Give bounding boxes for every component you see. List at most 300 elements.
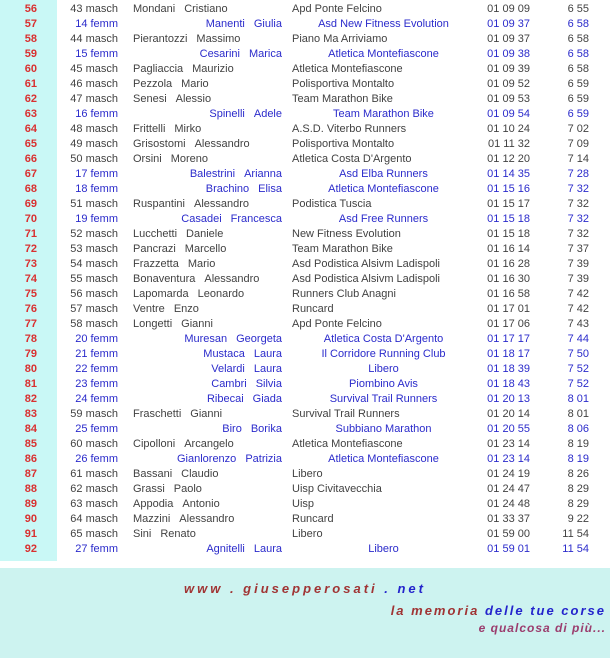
last-name: Velardi: [211, 363, 245, 375]
first-name: Alessandro: [194, 138, 250, 150]
overall-position: 78: [24, 333, 37, 345]
athlete-name: [120, 167, 287, 182]
category-position: 61 masch: [70, 468, 118, 480]
team-name: A.S.D. Viterbo Runners: [292, 123, 407, 135]
last-name: Mustaca: [203, 348, 245, 360]
last-name: Brachino: [205, 183, 250, 195]
pace: 7 44: [567, 333, 589, 345]
overall-position: 74: [24, 273, 37, 285]
first-name: Arcangelo: [184, 438, 234, 450]
pace: 7 39: [567, 258, 589, 270]
pace: 7 42: [567, 303, 589, 315]
category-position: 65 masch: [70, 528, 118, 540]
category-position: 55 masch: [70, 273, 118, 285]
overall-position: 73: [24, 258, 37, 270]
footer-tagline: [0, 603, 610, 618]
footer-subtagline: e qualcosa di più...: [478, 621, 606, 635]
pace: 8 01: [567, 408, 589, 420]
pace: 11 54: [562, 543, 589, 555]
pace: 6 58: [567, 18, 589, 30]
last-name: Bonaventura: [133, 273, 196, 285]
team-name: Team Marathon Bike: [333, 108, 434, 120]
pace: 7 32: [567, 198, 589, 210]
overall-position: 75: [24, 288, 37, 300]
category-position: 26 femm: [75, 453, 118, 465]
last-name: Casadei: [181, 213, 222, 225]
overall-position: 72: [24, 243, 37, 255]
team-name: Atletica Costa D'Argento: [292, 153, 412, 165]
athlete-name: [120, 437, 287, 452]
pace: 6 58: [567, 63, 589, 75]
table-row: [0, 212, 610, 227]
pace: 9 22: [567, 513, 589, 525]
team-name: Libero: [368, 363, 399, 375]
category-position: 49 masch: [70, 138, 118, 150]
category-position: 23 femm: [75, 378, 118, 390]
table-row: [0, 452, 610, 467]
table-row: [0, 77, 610, 92]
first-name: Gianni: [181, 318, 213, 330]
table-row: [0, 392, 610, 407]
finish-time: 01 16 30: [487, 273, 530, 285]
team-name: Runners Club Anagni: [292, 288, 396, 300]
overall-position: 70: [24, 213, 37, 225]
pace: 7 09: [567, 138, 589, 150]
first-name: Moreno: [170, 153, 209, 165]
athlete-name: [120, 302, 287, 317]
athlete-name: [120, 377, 287, 392]
last-name: Sini: [133, 528, 152, 540]
table-row: [0, 482, 610, 497]
team-name: Libero: [292, 528, 323, 540]
first-name: Alessandro: [193, 198, 250, 210]
category-position: 45 masch: [70, 63, 118, 75]
finish-time: 01 17 06: [487, 318, 530, 330]
table-row: [0, 512, 610, 527]
table-row: [0, 272, 610, 287]
last-name: Grassi: [133, 483, 165, 495]
last-name: Spinelli: [209, 108, 245, 120]
table-row: [0, 362, 610, 377]
pace: 7 42: [567, 288, 589, 300]
pace: 6 55: [567, 3, 589, 15]
overall-position: 86: [24, 453, 37, 465]
athlete-name: [120, 272, 287, 287]
pace: 6 59: [567, 78, 589, 90]
last-name: Pagliaccia: [133, 63, 184, 75]
team-name: Podistica Tuscia: [292, 198, 372, 210]
pace: 7 37: [567, 243, 589, 255]
pace: 7 52: [567, 378, 589, 390]
table-row: [0, 287, 610, 302]
table-row: [0, 542, 610, 557]
category-position: 17 femm: [75, 168, 118, 180]
finish-time: 01 11 32: [487, 138, 530, 150]
last-name: Balestrini: [189, 168, 236, 180]
team-name: Libero: [292, 468, 323, 480]
overall-position: 63: [24, 108, 37, 120]
tagline-blue-part: delle tue corse: [479, 603, 606, 618]
category-position: 58 masch: [70, 318, 118, 330]
finish-time: 01 59 00: [487, 528, 530, 540]
athlete-name: [120, 92, 287, 107]
pace: 7 32: [567, 183, 589, 195]
overall-position: 59: [24, 48, 37, 60]
first-name: Gianni: [190, 408, 223, 420]
athlete-name: [120, 452, 287, 467]
athlete-name: [120, 362, 287, 377]
finish-time: 01 18 17: [487, 348, 530, 360]
athlete-name: [120, 197, 287, 212]
tagline-red-part: la memoria: [390, 603, 480, 618]
finish-time: 01 14 35: [487, 168, 530, 180]
category-position: 20 femm: [75, 333, 118, 345]
category-position: 25 femm: [75, 423, 118, 435]
last-name: Muresan: [184, 333, 228, 345]
first-name: Enzo: [173, 303, 199, 315]
team-name: Piano Ma Arriviamo: [292, 33, 388, 45]
overall-position: 66: [24, 153, 37, 165]
team-name: Atletica Montefiascone: [328, 48, 439, 60]
first-name: Maurizio: [192, 63, 234, 75]
category-position: 22 femm: [75, 363, 118, 375]
first-name: Marica: [248, 48, 282, 60]
athlete-name: [120, 317, 287, 332]
last-name: Manenti: [205, 18, 245, 30]
finish-time: 01 09 09: [487, 3, 530, 15]
team-name: Il Corridore Running Club: [321, 348, 446, 360]
table-row: [0, 332, 610, 347]
overall-position: 92: [24, 543, 37, 555]
last-name: Bassani: [133, 468, 173, 480]
athlete-name: [120, 287, 287, 302]
first-name: Arianna: [244, 168, 282, 180]
category-position: 15 femm: [75, 48, 118, 60]
category-position: 44 masch: [70, 33, 118, 45]
last-name: Ventre: [133, 303, 165, 315]
overall-position: 57: [24, 18, 37, 30]
category-position: 51 masch: [70, 198, 118, 210]
table-row: [0, 47, 610, 62]
pace: 6 58: [567, 33, 589, 45]
first-name: Borika: [250, 423, 282, 435]
last-name: Mazzini: [133, 513, 171, 525]
team-name: Runcard: [292, 513, 334, 525]
overall-position: 79: [24, 348, 37, 360]
team-name: Libero: [368, 543, 399, 555]
overall-position: 87: [24, 468, 37, 480]
website-url-red-part[interactable]: www . giusepperosati: [184, 581, 378, 596]
finish-time: 01 10 24: [487, 123, 530, 135]
finish-time: 01 17 01: [487, 303, 530, 315]
team-name: Apd Ponte Felcino: [292, 3, 382, 15]
finish-time: 01 15 18: [487, 213, 530, 225]
athlete-name: [120, 257, 287, 272]
team-name: Asd Free Runners: [338, 213, 429, 225]
pace: 8 06: [567, 423, 589, 435]
finish-time: 01 09 52: [487, 78, 530, 90]
first-name: Laura: [253, 543, 282, 555]
category-position: 62 masch: [70, 483, 118, 495]
last-name: Pancrazi: [133, 243, 176, 255]
overall-position: 58: [24, 33, 37, 45]
category-position: 50 masch: [70, 153, 118, 165]
pace: 7 39: [567, 273, 589, 285]
team-name: Asd Podistica Alsivm Ladispoli: [292, 273, 440, 285]
athlete-name: [120, 512, 287, 527]
category-position: 14 femm: [75, 18, 118, 30]
team-name: Piombino Avis: [349, 378, 418, 390]
table-row: [0, 302, 610, 317]
pace: 7 52: [567, 363, 589, 375]
table-row: [0, 107, 610, 122]
finish-time: 01 20 13: [487, 393, 530, 405]
table-row: [0, 422, 610, 437]
overall-position: 91: [24, 528, 37, 540]
table-row: [0, 152, 610, 167]
pace: 6 59: [567, 108, 589, 120]
athlete-name: [120, 47, 287, 62]
overall-position: 88: [24, 483, 37, 495]
category-position: 53 masch: [70, 243, 118, 255]
race-results-table: [0, 2, 610, 557]
athlete-name: [120, 182, 287, 197]
athlete-name: [120, 332, 287, 347]
finish-time: 01 15 16: [487, 183, 530, 195]
last-name: Longetti: [133, 318, 173, 330]
category-position: 47 masch: [70, 93, 118, 105]
website-url[interactable]: [0, 581, 610, 596]
first-name: Patrizia: [245, 453, 282, 465]
last-name: Lapomarda: [133, 288, 189, 300]
athlete-name: [120, 152, 287, 167]
team-name: Asd Elba Runners: [339, 168, 428, 180]
team-name: Subbiano Marathon: [335, 423, 432, 435]
category-position: 56 masch: [70, 288, 118, 300]
last-name: Senesi: [133, 93, 167, 105]
pace: 8 19: [567, 453, 589, 465]
overall-position: 65: [24, 138, 37, 150]
team-name: Survival Trail Runners: [292, 408, 400, 420]
first-name: Alessandro: [179, 513, 235, 525]
last-name: Frittelli: [133, 123, 166, 135]
first-name: Mirko: [174, 123, 202, 135]
table-row: [0, 317, 610, 332]
first-name: Laura: [253, 348, 282, 360]
table-row: [0, 2, 610, 17]
first-name: Cristiano: [184, 3, 228, 15]
pace: 6 58: [567, 48, 589, 60]
athlete-name: [120, 527, 287, 542]
team-name: New Fitness Evolution: [292, 228, 401, 240]
overall-position: 64: [24, 123, 37, 135]
athlete-name: [120, 32, 287, 47]
last-name: Pierantozzi: [133, 33, 188, 45]
first-name: Antonio: [182, 498, 220, 510]
finish-time: 01 09 38: [487, 48, 530, 60]
athlete-name: [120, 422, 287, 437]
team-name: Polisportiva Montalto: [292, 138, 395, 150]
pace: 7 14: [567, 153, 589, 165]
team-name: Atletica Montefiascone: [292, 63, 403, 75]
team-name: Uisp: [292, 498, 315, 510]
category-position: 18 femm: [75, 183, 118, 195]
table-row: [0, 467, 610, 482]
pace: 7 50: [567, 348, 589, 360]
footer-banner: [0, 568, 610, 658]
athlete-name: [120, 467, 287, 482]
first-name: Silvia: [255, 378, 282, 390]
finish-time: 01 24 19: [487, 468, 530, 480]
team-name: Polisportiva Montalto: [292, 78, 395, 90]
athlete-name: [120, 2, 287, 17]
first-name: Francesca: [230, 213, 282, 225]
table-row: [0, 92, 610, 107]
finish-time: 01 18 43: [487, 378, 530, 390]
athlete-name: [120, 347, 287, 362]
finish-time: 01 23 14: [487, 438, 530, 450]
first-name: Daniele: [186, 228, 224, 240]
first-name: Georgeta: [236, 333, 282, 345]
team-name: Runcard: [292, 303, 334, 315]
overall-position: 89: [24, 498, 37, 510]
table-row: [0, 347, 610, 362]
finish-time: 01 59 01: [487, 543, 530, 555]
pace: 8 19: [567, 438, 589, 450]
overall-position: 67: [24, 168, 37, 180]
category-position: 57 masch: [70, 303, 118, 315]
finish-time: 01 09 54: [487, 108, 530, 120]
last-name: Cambri: [211, 378, 247, 390]
finish-time: 01 33 37: [487, 513, 530, 525]
last-name: Grisostomi: [133, 138, 186, 150]
finish-time: 01 17 17: [487, 333, 530, 345]
table-row: [0, 167, 610, 182]
table-row: [0, 182, 610, 197]
last-name: Mondani: [133, 3, 176, 15]
table-row: [0, 437, 610, 452]
website-url-blue-part[interactable]: . net: [377, 581, 426, 596]
athlete-name: [120, 62, 287, 77]
category-position: 27 femm: [75, 543, 118, 555]
first-name: Alessandro: [204, 273, 260, 285]
table-row: [0, 227, 610, 242]
finish-time: 01 20 14: [487, 408, 530, 420]
pace: 8 29: [567, 498, 589, 510]
first-name: Giulia: [253, 18, 282, 30]
team-name: Asd New Fitness Evolution: [318, 18, 449, 30]
category-position: 64 masch: [70, 513, 118, 525]
finish-time: 01 09 53: [487, 93, 530, 105]
overall-position: 77: [24, 318, 37, 330]
last-name: Orsini: [133, 153, 162, 165]
first-name: Giada: [252, 393, 282, 405]
first-name: Marcello: [184, 243, 227, 255]
table-row: [0, 527, 610, 542]
category-position: 59 masch: [70, 408, 118, 420]
pace: 7 43: [567, 318, 589, 330]
team-name: Survival Trail Runners: [329, 393, 438, 405]
first-name: Mario: [187, 258, 216, 270]
pace: 8 26: [567, 468, 589, 480]
finish-time: 01 12 20: [487, 153, 530, 165]
finish-time: 01 16 28: [487, 258, 530, 270]
first-name: Mario: [181, 78, 209, 90]
athlete-name: [120, 227, 287, 242]
athlete-name: [120, 542, 287, 557]
finish-time: 01 24 48: [487, 498, 530, 510]
overall-position: 71: [24, 228, 37, 240]
table-row: [0, 17, 610, 32]
first-name: Alessio: [175, 93, 212, 105]
first-name: Massimo: [196, 33, 241, 45]
last-name: Frazzetta: [133, 258, 179, 270]
athlete-name: [120, 482, 287, 497]
pace: 7 32: [567, 228, 589, 240]
table-row: [0, 407, 610, 422]
table-row: [0, 377, 610, 392]
pace: 6 59: [567, 93, 589, 105]
team-name: Apd Ponte Felcino: [292, 318, 382, 330]
last-name: Appodia: [133, 498, 174, 510]
last-name: Ruspantini: [133, 198, 185, 210]
last-name: Agnitelli: [206, 543, 245, 555]
first-name: Laura: [253, 363, 282, 375]
team-name: Team Marathon Bike: [292, 243, 393, 255]
overall-position: 82: [24, 393, 37, 405]
athlete-name: [120, 242, 287, 257]
table-row: [0, 197, 610, 212]
table-row: [0, 62, 610, 77]
overall-position: 61: [24, 78, 37, 90]
finish-time: 01 24 47: [487, 483, 530, 495]
last-name: Fraschetti: [133, 408, 182, 420]
finish-time: 01 09 37: [487, 18, 530, 30]
first-name: Renato: [160, 528, 196, 540]
category-position: 60 masch: [70, 438, 118, 450]
pace: 11 54: [562, 528, 589, 540]
category-position: 48 masch: [70, 123, 118, 135]
category-position: 19 femm: [75, 213, 118, 225]
table-row: [0, 497, 610, 512]
team-name: Asd Podistica Alsivm Ladispoli: [292, 258, 440, 270]
finish-time: 01 09 37: [487, 33, 530, 45]
last-name: Cipolloni: [133, 438, 176, 450]
category-position: 21 femm: [75, 348, 118, 360]
team-name: Atletica Costa D'Argento: [323, 333, 444, 345]
overall-position: 83: [24, 408, 37, 420]
first-name: Leonardo: [197, 288, 245, 300]
overall-position: 84: [24, 423, 37, 435]
first-name: Adele: [253, 108, 282, 120]
athlete-name: [120, 17, 287, 32]
pace: 7 28: [567, 168, 589, 180]
team-name: Uisp Civitavecchia: [292, 483, 382, 495]
pace: 8 29: [567, 483, 589, 495]
first-name: Elisa: [258, 183, 282, 195]
athlete-name: [120, 107, 287, 122]
athlete-name: [120, 212, 287, 227]
last-name: Lucchetti: [133, 228, 178, 240]
last-name: Biro: [222, 423, 242, 435]
first-name: Paolo: [173, 483, 202, 495]
finish-time: 01 15 18: [487, 228, 530, 240]
finish-time: 01 20 55: [487, 423, 530, 435]
pace: 7 32: [567, 213, 589, 225]
finish-time: 01 18 39: [487, 363, 530, 375]
category-position: 43 masch: [70, 3, 118, 15]
athlete-name: [120, 407, 287, 422]
